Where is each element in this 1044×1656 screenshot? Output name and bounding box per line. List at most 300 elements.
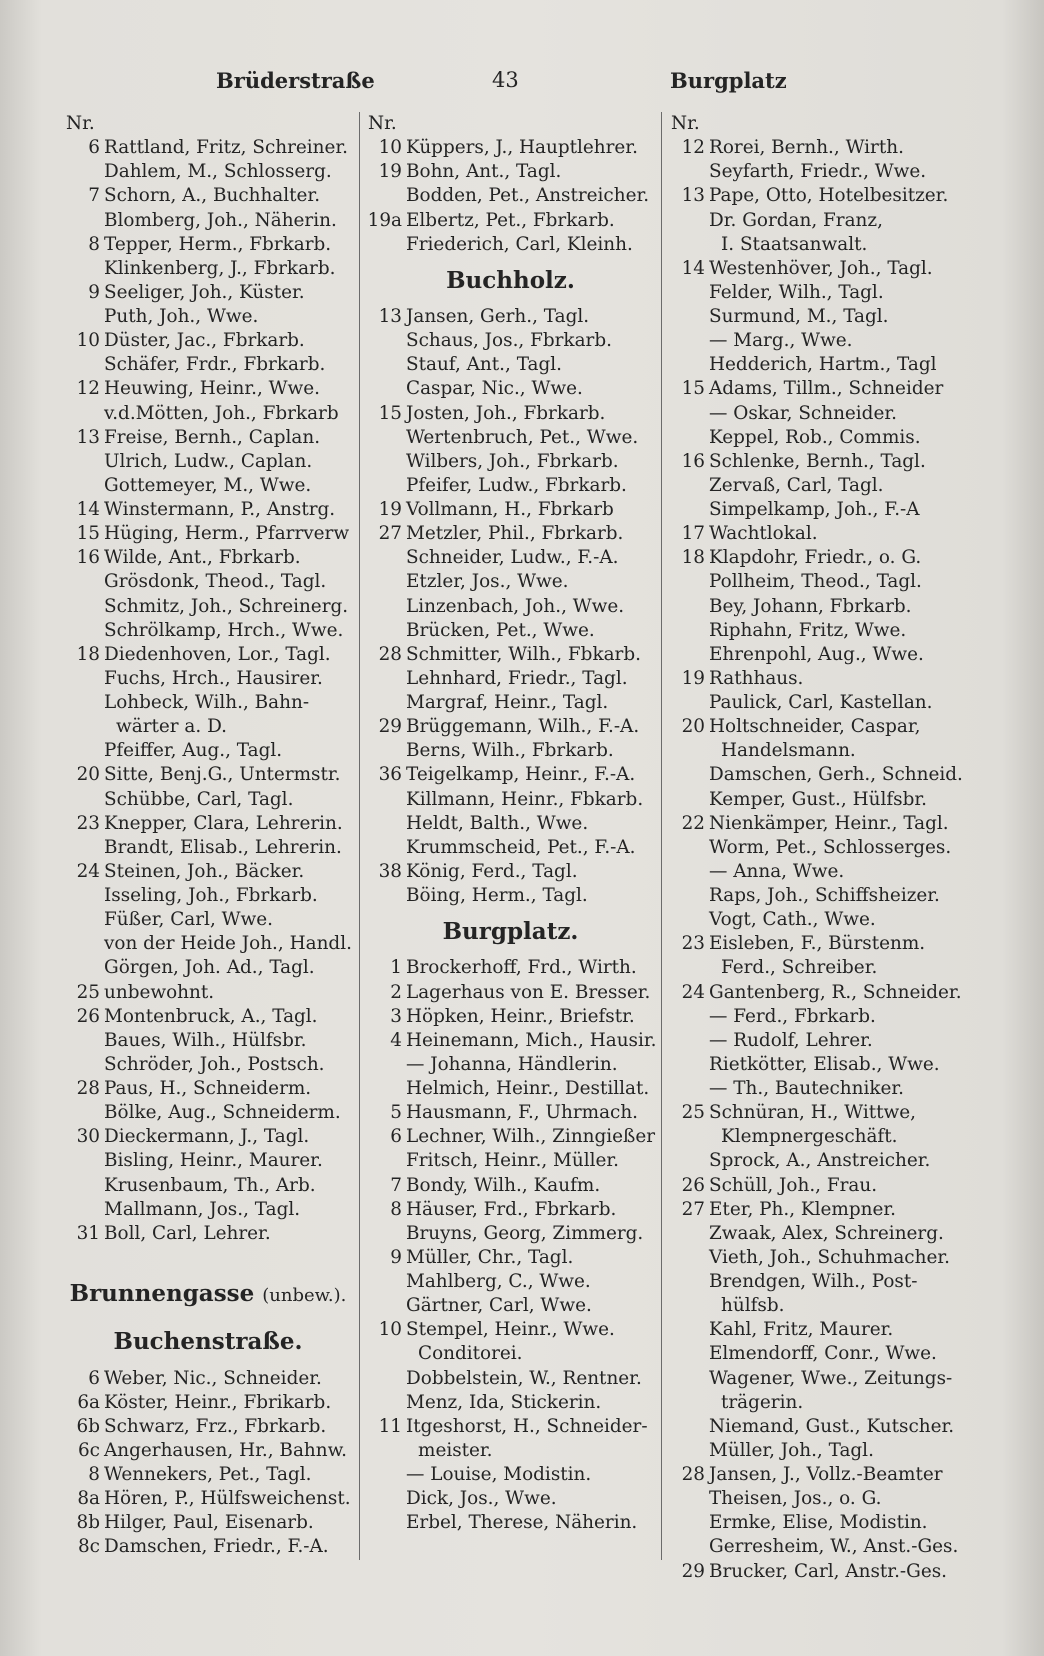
house-number: 23 xyxy=(76,812,100,834)
house-number: 19 xyxy=(681,667,705,689)
house-number: 15 xyxy=(681,378,705,400)
resident-entry: Dieckermann, J., Tagl. xyxy=(104,1126,310,1148)
directory-entry xyxy=(362,763,659,787)
directory-entry xyxy=(362,1174,659,1198)
resident-entry: Adams, Tillm., Schneider xyxy=(709,378,944,400)
resident-entry: Häuser, Frd., Fbrkarb. xyxy=(406,1198,617,1220)
resident-entry: Keppel, Rob., Commis. xyxy=(709,426,921,448)
resident-entry: Wilbers, Joh., Fbrkarb. xyxy=(406,450,619,472)
resident-entry: Schnüran, H., Wittwe, xyxy=(709,1102,917,1124)
resident-entry: Boll, Carl, Lehrer. xyxy=(104,1222,271,1244)
resident-entry: Diedenhoven, Lor., Tagl. xyxy=(104,643,331,665)
resident-entry: Dahlem, M., Schlosserg. xyxy=(104,161,332,183)
house-number: 6a xyxy=(77,1391,100,1413)
house-number: 13 xyxy=(681,185,705,207)
directory-entry xyxy=(665,981,965,1005)
directory-entry xyxy=(665,160,965,184)
house-number: 18 xyxy=(76,643,100,665)
directory-entry xyxy=(60,1391,356,1415)
directory-entry xyxy=(665,1125,965,1149)
resident-entry: Westenhöver, Joh., Tagl. xyxy=(709,257,933,279)
directory-entry xyxy=(362,667,659,691)
resident-entry: Rattland, Fritz, Schreiner. xyxy=(104,137,349,159)
resident-entry: Bey, Johann, Fbrkarb. xyxy=(709,595,912,617)
resident-entry: Rathhaus. xyxy=(709,667,804,689)
resident-entry: Felder, Wilh., Tagl. xyxy=(709,281,884,303)
directory-entry xyxy=(60,1535,356,1559)
directory-entry xyxy=(665,1149,965,1173)
directory-entry xyxy=(60,402,356,426)
house-number: 38 xyxy=(378,860,402,882)
directory-entry xyxy=(60,739,356,763)
directory-entry xyxy=(60,836,356,860)
resident-entry: Menz, Ida, Stickerin. xyxy=(406,1391,602,1413)
directory-entry xyxy=(362,691,659,715)
directory-entry xyxy=(665,619,965,643)
house-number: 8c xyxy=(77,1536,100,1558)
directory-entry xyxy=(60,860,356,884)
resident-entry: Schaus, Jos., Fbrkarb. xyxy=(406,330,612,352)
resident-entry: Raps, Joh., Schiffsheizer. xyxy=(709,885,940,906)
resident-entry: Lehnhard, Friedr., Tagl. xyxy=(406,667,628,689)
directory-entry xyxy=(60,305,356,329)
resident-entry: Caspar, Nic., Wwe. xyxy=(406,378,583,400)
directory-entry xyxy=(665,1294,965,1318)
directory-entry xyxy=(60,1487,356,1511)
directory-entry xyxy=(362,184,659,208)
resident-entry: Pollheim, Theod., Tagl. xyxy=(709,571,922,593)
resident-entry: Schüll, Joh., Frau. xyxy=(709,1174,878,1196)
resident-entry: Linzenbach, Joh., Wwe. xyxy=(406,595,625,617)
resident-entry: Wachtlokal. xyxy=(709,523,818,545)
resident-entry: Wennekers, Pet., Tagl. xyxy=(104,1464,312,1485)
resident-entry: Schröder, Joh., Postsch. xyxy=(104,1053,325,1075)
directory-entry xyxy=(362,426,659,450)
resident-entry: wärter a. D. xyxy=(116,716,227,738)
resident-entry: Hören, P., Hülfsweichenst. xyxy=(104,1488,351,1510)
resident-entry: Bisling, Heinr., Maurer. xyxy=(104,1150,323,1172)
directory-entry xyxy=(362,1463,659,1487)
directory-entry xyxy=(665,1246,965,1270)
directory-entry xyxy=(60,281,356,305)
directory-entry xyxy=(60,1222,356,1246)
directory-entry xyxy=(362,402,659,426)
house-number: 20 xyxy=(681,716,705,738)
directory-entry xyxy=(362,812,659,836)
resident-entry: Zwaak, Alex, Schreinerg. xyxy=(709,1222,944,1244)
nr-label: Nr. xyxy=(671,113,700,134)
house-number: 9 xyxy=(88,281,100,303)
house-number: 13 xyxy=(378,306,402,327)
directory-entry xyxy=(60,1367,356,1391)
resident-entry: Stauf, Ant., Tagl. xyxy=(406,354,562,376)
house-number: 29 xyxy=(681,1560,705,1582)
house-number: 8 xyxy=(390,1198,402,1220)
resident-entry: Itgeshorst, H., Schneider- xyxy=(406,1415,648,1437)
directory-entry xyxy=(60,498,356,522)
directory-entry xyxy=(665,860,965,884)
header-left-street: Brüderstraße xyxy=(216,68,375,93)
house-number: 8 xyxy=(88,233,100,255)
directory-entry xyxy=(362,209,659,233)
directory-entry xyxy=(665,281,965,305)
directory-entry xyxy=(362,1318,659,1342)
resident-entry: Erbel, Therese, Näherin. xyxy=(406,1512,638,1534)
column-divider xyxy=(661,112,662,1560)
street-heading xyxy=(362,257,659,305)
directory-entry xyxy=(60,1077,356,1101)
directory-entry xyxy=(362,1198,659,1222)
directory-entry xyxy=(665,595,965,619)
resident-entry: Holtschneider, Caspar, xyxy=(709,716,921,738)
resident-entry: Nienkämper, Heinr., Tagl. xyxy=(709,812,949,834)
resident-entry: Hüging, Herm., Pfarrverw xyxy=(104,523,350,545)
resident-entry: Conditorei. xyxy=(418,1343,523,1365)
house-number: 26 xyxy=(76,1005,100,1027)
directory-entry xyxy=(665,812,965,836)
directory-entry xyxy=(362,788,659,812)
resident-entry: Schäfer, Frdr., Fbrkarb. xyxy=(104,354,326,376)
house-number: 30 xyxy=(76,1126,100,1148)
house-number: 26 xyxy=(681,1174,705,1196)
nr-label: Nr. xyxy=(368,113,397,134)
directory-entry xyxy=(60,619,356,643)
directory-entry xyxy=(60,981,356,1005)
directory-entry xyxy=(665,233,965,257)
directory-entry xyxy=(665,546,965,570)
house-number: 6b xyxy=(76,1415,100,1437)
resident-entry: Hausmann, F., Uhrmach. xyxy=(406,1102,639,1124)
resident-entry: Stempel, Heinr., Wwe. xyxy=(406,1319,615,1341)
street-heading-title: Buchholz. xyxy=(446,266,575,294)
directory-entry xyxy=(362,1125,659,1149)
directory-entry xyxy=(665,1005,965,1029)
resident-entry: Handelsmann. xyxy=(721,740,856,762)
resident-entry: Schwarz, Frz., Fbrkarb. xyxy=(104,1415,327,1437)
directory-entry xyxy=(60,667,356,691)
house-number: 27 xyxy=(681,1198,705,1220)
directory-entry xyxy=(60,956,356,980)
resident-entry: Brockerhoff, Frd., Wirth. xyxy=(406,957,637,979)
directory-entry xyxy=(60,1198,356,1222)
resident-entry: Friederich, Carl, Kleinh. xyxy=(406,233,633,255)
directory-entry xyxy=(665,474,965,498)
directory-entry xyxy=(665,1053,965,1077)
resident-entry: Vieth, Joh., Schuhmacher. xyxy=(709,1246,950,1268)
resident-entry: Vollmann, H., Fbrkarb xyxy=(406,499,614,520)
house-number: 28 xyxy=(681,1464,705,1485)
resident-entry: hülfsb. xyxy=(721,1295,785,1317)
house-number: 24 xyxy=(681,981,705,1003)
house-number: 7 xyxy=(88,185,100,207)
house-number: 7 xyxy=(390,1174,402,1196)
directory-entry xyxy=(665,136,965,160)
resident-entry: Brandt, Elisab., Lehrerin. xyxy=(104,836,342,858)
house-number: 1 xyxy=(390,957,402,979)
directory-entry xyxy=(362,570,659,594)
house-number: 13 xyxy=(76,426,100,448)
resident-entry: Böing, Herm., Tagl. xyxy=(406,885,588,906)
house-number: 16 xyxy=(76,547,100,569)
directory-entry xyxy=(362,1511,659,1535)
street-heading-note: (unbew.). xyxy=(262,1285,347,1306)
directory-entry xyxy=(665,1101,965,1125)
resident-entry: Gärtner, Carl, Wwe. xyxy=(406,1295,592,1317)
resident-entry: Brucker, Carl, Anstr.-Ges. xyxy=(709,1560,947,1582)
resident-entry: Fritsch, Heinr., Müller. xyxy=(406,1150,619,1172)
resident-entry: Eisleben, F., Bürstenm. xyxy=(709,933,926,955)
house-number: 14 xyxy=(76,499,100,520)
directory-entry xyxy=(665,643,965,667)
street-heading xyxy=(60,1318,356,1366)
resident-entry: Klinkenberg, J., Fbrkarb. xyxy=(104,257,336,279)
resident-entry: Seyfarth, Friedr., Wwe. xyxy=(709,161,927,183)
directory-entry xyxy=(362,305,659,329)
resident-entry: Schmitz, Joh., Schreinerg. xyxy=(104,595,349,617)
directory-entry xyxy=(362,1222,659,1246)
resident-entry: trägerin. xyxy=(721,1391,804,1413)
directory-entry xyxy=(60,233,356,257)
resident-entry: Bruyns, Georg, Zimmerg. xyxy=(406,1222,644,1244)
resident-entry: — Rudolf, Lehrer. xyxy=(709,1029,873,1051)
directory-entry xyxy=(60,353,356,377)
nr-label: Nr. xyxy=(66,113,95,134)
resident-entry: Brücken, Pet., Wwe. xyxy=(406,619,595,641)
directory-entry xyxy=(362,1367,659,1391)
resident-entry: Pape, Otto, Hotelbesitzer. xyxy=(709,185,949,207)
resident-entry: Paus, H., Schneiderm. xyxy=(104,1078,312,1099)
running-header xyxy=(0,68,1044,98)
resident-entry: Görgen, Joh. Ad., Tagl. xyxy=(104,957,315,979)
directory-entry xyxy=(665,763,965,787)
house-number: 14 xyxy=(681,257,705,279)
directory-entry xyxy=(362,377,659,401)
resident-entry: Riphahn, Fritz, Wwe. xyxy=(709,619,907,641)
directory-entry xyxy=(60,1101,356,1125)
directory-entry xyxy=(362,595,659,619)
resident-entry: Klempnergeschäft. xyxy=(721,1126,898,1148)
resident-entry: Krummscheid, Pet., F.-A. xyxy=(406,836,636,858)
resident-entry: Etzler, Jos., Wwe. xyxy=(406,571,569,593)
directory-entry xyxy=(60,257,356,281)
resident-entry: — Johanna, Händlerin. xyxy=(406,1053,618,1075)
directory-entry xyxy=(60,474,356,498)
directory-entry xyxy=(362,1342,659,1366)
directory-entry xyxy=(60,1415,356,1439)
directory-entry xyxy=(665,715,965,739)
resident-entry: Müller, Chr., Tagl. xyxy=(406,1246,574,1268)
directory-entry xyxy=(60,884,356,908)
house-number: 19 xyxy=(378,499,402,520)
directory-entry xyxy=(362,522,659,546)
house-number: 28 xyxy=(76,1078,100,1099)
directory-entry xyxy=(60,1149,356,1173)
resident-entry: Berns, Wilh., Fbrkarb. xyxy=(406,740,614,762)
resident-entry: Müller, Joh., Tagl. xyxy=(709,1439,874,1461)
directory-entry xyxy=(362,1101,659,1125)
directory-entry xyxy=(665,1415,965,1439)
street-heading-title: Buchenstraße. xyxy=(113,1328,303,1356)
directory-entry xyxy=(362,884,659,908)
directory-entry xyxy=(362,329,659,353)
house-number: 24 xyxy=(76,860,100,882)
directory-entry xyxy=(362,1029,659,1053)
directory-entry xyxy=(60,643,356,667)
resident-entry: Damschen, Gerh., Schneid. xyxy=(709,764,963,786)
directory-entry xyxy=(665,739,965,763)
street-heading-title: Brunnengasse xyxy=(69,1280,255,1307)
resident-entry: meister. xyxy=(418,1439,493,1461)
resident-entry: Füßer, Carl, Wwe. xyxy=(104,909,274,931)
resident-entry: Bondy, Wilh., Kaufm. xyxy=(406,1174,601,1196)
house-number: 3 xyxy=(390,1005,402,1027)
house-number: 29 xyxy=(378,716,402,738)
house-number: 19 xyxy=(378,161,402,183)
directory-entry xyxy=(665,1029,965,1053)
directory-entry xyxy=(665,788,965,812)
resident-entry: Schrölkamp, Hrch., Wwe. xyxy=(104,619,344,641)
resident-entry: Winstermann, P., Anstrg. xyxy=(104,499,336,520)
resident-entry: Sitte, Benj.G., Untermstr. xyxy=(104,764,341,786)
directory-entry xyxy=(362,160,659,184)
house-number: 10 xyxy=(378,1319,402,1341)
house-number: 6 xyxy=(88,1367,100,1389)
resident-entry: Knepper, Clara, Lehrerin. xyxy=(104,812,343,834)
directory-entry xyxy=(60,329,356,353)
resident-entry: Bodden, Pet., Anstreicher. xyxy=(406,185,650,207)
directory-entry xyxy=(362,619,659,643)
house-number: 12 xyxy=(76,378,100,400)
house-number: 17 xyxy=(681,523,705,545)
house-number: 22 xyxy=(681,812,705,834)
resident-entry: Klapdohr, Friedr., o. G. xyxy=(709,547,922,569)
resident-entry: Elbertz, Pet., Fbrkarb. xyxy=(406,209,615,231)
resident-entry: Mahlberg, C., Wwe. xyxy=(406,1271,591,1292)
house-number: 31 xyxy=(76,1222,100,1244)
house-number: 10 xyxy=(76,330,100,352)
resident-entry: Ulrich, Ludw., Caplan. xyxy=(104,450,313,472)
resident-entry: Ehrenpohl, Aug., Wwe. xyxy=(709,643,924,665)
resident-entry: Jansen, Gerh., Tagl. xyxy=(406,306,590,327)
resident-entry: — Oskar, Schneider. xyxy=(709,402,897,424)
directory-entry xyxy=(60,546,356,570)
resident-entry: Jansen, J., Vollz.-Beamter xyxy=(709,1464,943,1485)
directory-entry xyxy=(665,932,965,956)
street-heading xyxy=(362,908,659,956)
directory-entry xyxy=(60,1463,356,1487)
resident-entry: v.d.Mötten, Joh., Fbrkarb xyxy=(104,402,339,424)
directory-entry xyxy=(60,1511,356,1535)
directory-entry xyxy=(665,1560,965,1584)
house-number: 5 xyxy=(390,1102,402,1124)
directory-entry xyxy=(362,1391,659,1415)
resident-entry: Grösdonk, Theod., Tagl. xyxy=(104,571,327,593)
page-number: 43 xyxy=(492,68,519,92)
resident-entry: Isseling, Joh., Fbrkarb. xyxy=(104,885,318,906)
resident-entry: König, Ferd., Tagl. xyxy=(406,860,578,882)
directory-entry xyxy=(665,1342,965,1366)
resident-entry: Theisen, Jos., o. G. xyxy=(709,1488,882,1510)
resident-entry: Simpelkamp, Joh., F.-A xyxy=(709,499,920,520)
house-number: 4 xyxy=(390,1029,402,1051)
resident-entry: Rorei, Bernh., Wirth. xyxy=(709,137,904,159)
resident-entry: Wagener, Wwe., Zeitungs- xyxy=(709,1367,953,1389)
resident-entry: Metzler, Phil., Fbrkarb. xyxy=(406,523,624,545)
resident-entry: Heinemann, Mich., Hausir. xyxy=(406,1029,657,1051)
number-column-label xyxy=(60,112,356,136)
house-number: 6 xyxy=(88,137,100,159)
directory-entry xyxy=(362,860,659,884)
spacer xyxy=(60,1246,356,1270)
resident-entry: Elmendorff, Conr., Wwe. xyxy=(709,1343,937,1365)
directory-entry xyxy=(362,981,659,1005)
street-heading-title: Burgplatz. xyxy=(442,918,579,946)
directory-entry xyxy=(362,233,659,257)
house-number: 23 xyxy=(681,933,705,955)
directory-entry xyxy=(665,667,965,691)
resident-entry: Josten, Joh., Fbrkarb. xyxy=(406,402,606,424)
resident-entry: Teigelkamp, Heinr., F.-A. xyxy=(406,764,636,786)
house-number: 2 xyxy=(390,981,402,1003)
resident-entry: Köster, Heinr., Fbrikarb. xyxy=(104,1391,332,1413)
directory-entry xyxy=(665,184,965,208)
resident-entry: Paulick, Carl, Kastellan. xyxy=(709,692,933,713)
resident-entry: I. Staatsanwalt. xyxy=(721,233,868,255)
directory-entry xyxy=(60,788,356,812)
number-column-label xyxy=(665,112,965,136)
directory-entry xyxy=(60,1125,356,1149)
resident-entry: Schmitter, Wilh., Fbkarb. xyxy=(406,643,641,665)
resident-entry: Killmann, Heinr., Fbkarb. xyxy=(406,788,644,810)
resident-entry: Dick, Jos., Wwe. xyxy=(406,1488,557,1510)
resident-entry: Eter, Ph., Klempner. xyxy=(709,1198,896,1220)
directory-entry xyxy=(665,450,965,474)
resident-entry: Rietkötter, Elisab., Wwe. xyxy=(709,1053,940,1075)
directory-entry xyxy=(665,1367,965,1391)
house-number: 6 xyxy=(390,1126,402,1148)
directory-entry xyxy=(60,522,356,546)
directory-column-2 xyxy=(362,112,659,1535)
directory-entry xyxy=(362,1487,659,1511)
resident-entry: — Louise, Modistin. xyxy=(406,1464,592,1485)
house-number: 25 xyxy=(681,1102,705,1124)
directory-entry xyxy=(362,1415,659,1439)
resident-entry: Weber, Nic., Schneider. xyxy=(104,1367,322,1389)
directory-entry xyxy=(665,305,965,329)
resident-entry: Montenbruck, A., Tagl. xyxy=(104,1005,318,1027)
resident-entry: Helmich, Heinr., Destillat. xyxy=(406,1078,650,1099)
directory-entry xyxy=(665,498,965,522)
directory-entry xyxy=(60,1174,356,1198)
house-number: 10 xyxy=(378,137,402,159)
resident-entry: Gantenberg, R., Schneider. xyxy=(709,981,962,1003)
house-number: 20 xyxy=(76,764,100,786)
house-number: 16 xyxy=(681,450,705,472)
directory-entry xyxy=(60,1005,356,1029)
directory-entry xyxy=(362,1005,659,1029)
resident-entry: Lechner, Wilh., Zinngießer xyxy=(406,1126,655,1148)
resident-entry: Pfeiffer, Aug., Tagl. xyxy=(104,740,283,762)
directory-column-3 xyxy=(665,112,965,1584)
directory-entry xyxy=(60,136,356,160)
directory-entry xyxy=(60,377,356,401)
resident-entry: Bölke, Aug., Schneiderm. xyxy=(104,1102,341,1124)
directory-entry xyxy=(665,836,965,860)
resident-entry: Kemper, Gust., Hülfsbr. xyxy=(709,788,927,810)
directory-entry xyxy=(362,643,659,667)
house-number: 25 xyxy=(76,981,100,1003)
directory-entry xyxy=(665,426,965,450)
